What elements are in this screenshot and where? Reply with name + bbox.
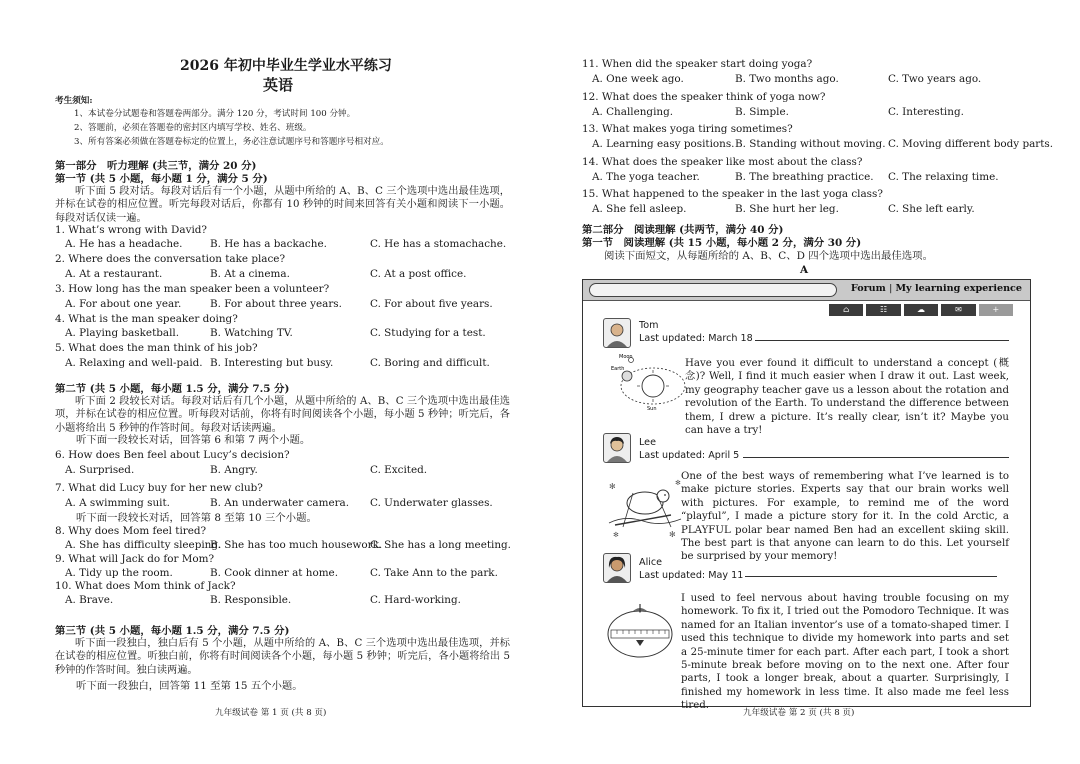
- option-a: A. He has a headache.: [65, 238, 183, 250]
- diagram-label-moon: Moon: [619, 354, 633, 360]
- forum-window: [582, 279, 1031, 712]
- question-stem: 10. What does Mom think of Jack?: [55, 580, 236, 592]
- post-divider: [755, 340, 1009, 341]
- post-author-lee: Lee: [639, 437, 656, 448]
- option-b: B. Interesting but busy.: [210, 357, 334, 369]
- notice-heading: 考生须知:: [55, 96, 93, 106]
- option-a: A. She has difficulty sleeping.: [65, 539, 222, 551]
- option-b: B. Standing without moving.: [735, 138, 886, 150]
- tomato-timer-illustration: [605, 600, 675, 664]
- option-c: C. She left early.: [888, 203, 975, 215]
- option-c: C. Boring and difficult.: [370, 357, 490, 369]
- option-b: B. An underwater camera.: [210, 497, 350, 509]
- option-c: C. The relaxing time.: [888, 171, 999, 183]
- option-c: C. Excited.: [370, 464, 428, 476]
- option-c: C. She has a long meeting.: [370, 539, 511, 551]
- question-stem: 2. Where does the conversation take place?: [55, 253, 286, 265]
- option-a: A. Brave.: [65, 594, 114, 606]
- post-author-tom: Tom: [639, 320, 659, 331]
- sec2-heading: 第二节 (共 5 小题，每小题 1.5 分，满分 7.5 分): [55, 383, 290, 395]
- page-footer-2: 九年级试卷 第 2 页 (共 8 页): [743, 708, 855, 718]
- option-a: A. At a restaurant.: [65, 268, 163, 280]
- option-c: C. He has a stomachache.: [370, 238, 507, 250]
- option-a: A. Tidy up the room.: [65, 567, 173, 579]
- option-c: C. Moving different body parts.: [888, 138, 1054, 150]
- sec3-instructions: 听下面一段独白，独白后有 5 个小题，从题中所给的 A、B、C 三个选项中选出最佳选项，并标在试卷的相应位置。听独白前，你将有时间阅读各个小题，每小题 5 秒钟；听完后，各小题将给出 5 秒钟的作答时间。独白读两遍。: [55, 638, 510, 676]
- option-b: B. Responsible.: [210, 594, 292, 606]
- option-a: A. She fell asleep.: [592, 203, 687, 215]
- post-date-alice: Last updated: May 11: [639, 570, 744, 581]
- part1-heading: 第一部分 听力理解 (共三节，满分 20 分): [55, 160, 257, 172]
- sec2-intro-2: 听下面一段较长对话，回答第 8 至第 10 三个小题。: [76, 512, 317, 524]
- forum-title-section: My learning experience: [895, 283, 1022, 294]
- option-a: A. Surprised.: [65, 464, 135, 476]
- subject-title: 英语: [263, 76, 294, 94]
- option-c: C. Take Ann to the park.: [370, 567, 498, 579]
- option-b: B. For about three years.: [210, 298, 342, 310]
- notice-1: 1、本试卷分试题卷和答题卷两部分。满分 120 分，考试时间 100 分钟。: [74, 109, 356, 119]
- notice-2: 2、答题前，必须在答题卷的密封区内填写学校、姓名、班级。: [74, 123, 312, 133]
- option-a: A. One week ago.: [592, 73, 684, 85]
- option-b: B. She hurt her leg.: [735, 203, 839, 215]
- diagram-label-sun: Sun: [647, 406, 657, 412]
- option-a: A. The yoga teacher.: [592, 171, 700, 183]
- option-c: C. For about five years.: [370, 298, 493, 310]
- question-stem: 14. What does the speaker like most about the class?: [582, 156, 863, 168]
- option-b: B. At a cinema.: [210, 268, 290, 280]
- polar-bear-skiing-illustration: [605, 475, 685, 545]
- option-a: A. Challenging.: [592, 106, 674, 118]
- option-a: A. Learning easy positions.: [592, 138, 735, 150]
- option-a: A. Playing basketball.: [65, 327, 180, 339]
- question-stem: 3. How long has the man speaker been a volunteer?: [55, 283, 330, 295]
- question-stem: 7. What did Lucy buy for her new club?: [55, 482, 263, 494]
- post-author-alice: Alice: [639, 557, 663, 568]
- option-a: A. Relaxing and well-paid.: [65, 357, 203, 369]
- question-stem: 6. How does Ben feel about Lucy’s decision?: [55, 449, 290, 461]
- exam-title: 2026 年初中毕业生学业水平练习: [180, 58, 392, 74]
- option-c: C. Underwater glasses.: [370, 497, 493, 509]
- option-c: C. Two years ago.: [888, 73, 982, 85]
- diagram-label-earth: Earth: [611, 366, 625, 372]
- part2-heading: 第二部分 阅读理解 (共两节，满分 40 分): [582, 224, 784, 236]
- sec2-instructions: 听下面 2 段较长对话。每段对话后有几个小题，从题中所给的 A、B、C 三个选项中选出最佳选项，并标在试卷的相应位置。听每段对话前，你将有时间阅读各个小题，每小题 5 秒钟；听完后，各小题将给出 5 秒钟的作答时间。每段对话读两遍。: [55, 396, 510, 434]
- sec1-heading: 第一节 (共 5 小题，每小题 1 分，满分 5 分): [55, 173, 268, 185]
- home-icon[interactable]: ⌂: [829, 304, 863, 316]
- sec1-instructions: 听下面 5 段对话。每段对话后有一个小题，从题中所给的 A、B、C 三个选项中选出最佳选项，并标在试卷的相应位置。听完每段对话后，你都有 10 秒钟的时间来回答有关小题和阅读下一小题。每段对话仅读一遍。: [55, 186, 510, 224]
- question-stem: 5. What does the man think of his job?: [55, 342, 258, 354]
- reading-sec1-heading: 第一节 阅读理解 (共 15 小题，每小题 2 分，满分 30 分): [582, 237, 862, 249]
- post-divider: [745, 576, 997, 577]
- page-2: [540, 0, 1080, 764]
- question-stem: 4. What is the man speaker doing?: [55, 313, 238, 325]
- tom-avatar: [603, 318, 631, 348]
- post-text-alice: I used to feel nervous about having trouble focusing on my homework. To fix it, I tried out the Pomodoro Technique. It was named for an Italian inventor’s use of a tomato-shaped timer. I used this technique to divide my homework into parts and set a 25-minute timer for each part. After each part, I took a short 5-minute break before moving on to the next one. After four parts, I took a longer break, about a quarter. Surprisingly, I finished my homework in less time. It also made me feel less tired.: [681, 593, 1009, 712]
- post-text-lee: One of the best ways of remembering what I’ve learned is to make picture stories. Experts say that our brain works well with pictures. For example, to remind me of the word “playful”, I made a picture story for it. In the cold Arctic, a PLAYFUL polar bear named Ben had an excellent skiing skill. The best part is that anyone can learn to do this. Let yourself be surprised by your memory!: [681, 471, 1009, 563]
- grid-icon[interactable]: ☷: [866, 304, 900, 316]
- question-stem: 15. What happened to the speaker in the last yoga class?: [582, 188, 883, 200]
- option-c: C. Hard-working.: [370, 594, 461, 606]
- option-b: B. Cook dinner at home.: [210, 567, 339, 579]
- forum-title-forum: Forum: [850, 283, 886, 294]
- lee-avatar: [603, 433, 631, 463]
- option-c: C. Studying for a test.: [370, 327, 486, 339]
- reading-instructions: 阅读下面短文，从每题所给的 A、B、C、D 四个选项中选出最佳选项。: [604, 250, 933, 262]
- cloud-icon[interactable]: ☁: [904, 304, 938, 316]
- option-b: B. He has a backache.: [210, 238, 327, 250]
- svg-text:✻: ✻: [669, 530, 676, 539]
- svg-text:✻: ✻: [675, 479, 681, 487]
- forum-title: Forum | My learning experience: [850, 283, 1022, 294]
- post-text-tom: Have you ever found it difficult to understand a concept (概念)? Well, I find it much easier when I draw it out. Last week, my geography teacher gave us a lesson about the rotation and revolution of the Earth. To understand the difference between them, I drew a picture. It’s really clear, isn’t it? Maybe you can have a try!: [685, 358, 1009, 437]
- question-stem: 12. What does the speaker think of yoga now?: [582, 91, 826, 103]
- option-b: B. She has too much housework.: [210, 539, 383, 551]
- question-stem: 13. What makes yoga tiring sometimes?: [582, 123, 793, 135]
- svg-text:✻: ✻: [609, 482, 616, 491]
- sec3-heading: 第三节 (共 5 小题，每小题 1.5 分，满分 7.5 分): [55, 625, 290, 637]
- option-b: B. Two months ago.: [735, 73, 839, 85]
- option-c: C. Interesting.: [888, 106, 964, 118]
- mail-icon[interactable]: ✉: [941, 304, 975, 316]
- notice-3: 3、所有答案必须做在答题卷标定的位置上，务必注意试题序号和答题序号相对应。: [74, 137, 389, 147]
- post-date-tom: Last updated: March 18: [639, 333, 753, 344]
- passage-label: A: [800, 264, 809, 276]
- alice-avatar: [603, 553, 631, 583]
- option-b: B. Simple.: [735, 106, 789, 118]
- page-footer-1: 九年级试卷 第 1 页 (共 8 页): [215, 708, 327, 718]
- sec2-intro-1: 听下面一段较长对话，回答第 6 和第 7 两个小题。: [76, 434, 311, 446]
- add-icon[interactable]: +: [979, 304, 1013, 316]
- question-stem: 8. Why does Mom feel tired?: [55, 525, 207, 537]
- forum-toolbar: [829, 304, 1013, 316]
- option-b: B. Angry.: [210, 464, 258, 476]
- question-stem: 1. What’s wrong with David?: [55, 224, 207, 236]
- forum-title-bar: [583, 280, 1030, 301]
- option-c: C. At a post office.: [370, 268, 467, 280]
- option-a: A. For about one year.: [65, 298, 182, 310]
- option-a: A. A swimming suit.: [65, 497, 170, 509]
- option-b: B. The breathing practice.: [735, 171, 874, 183]
- forum-search-input[interactable]: [589, 283, 837, 297]
- post-divider: [743, 457, 1009, 458]
- earth-rotation-diagram: [609, 350, 689, 416]
- option-b: B. Watching TV.: [210, 327, 293, 339]
- question-stem: 11. When did the speaker start doing yoga?: [582, 58, 813, 70]
- svg-text:✻: ✻: [613, 531, 619, 539]
- post-date-lee: Last updated: April 5: [639, 450, 740, 461]
- sec3-intro: 听下面一段独白，回答第 11 至第 15 五个小题。: [76, 680, 303, 692]
- question-stem: 9. What will Jack do for Mom?: [55, 553, 215, 565]
